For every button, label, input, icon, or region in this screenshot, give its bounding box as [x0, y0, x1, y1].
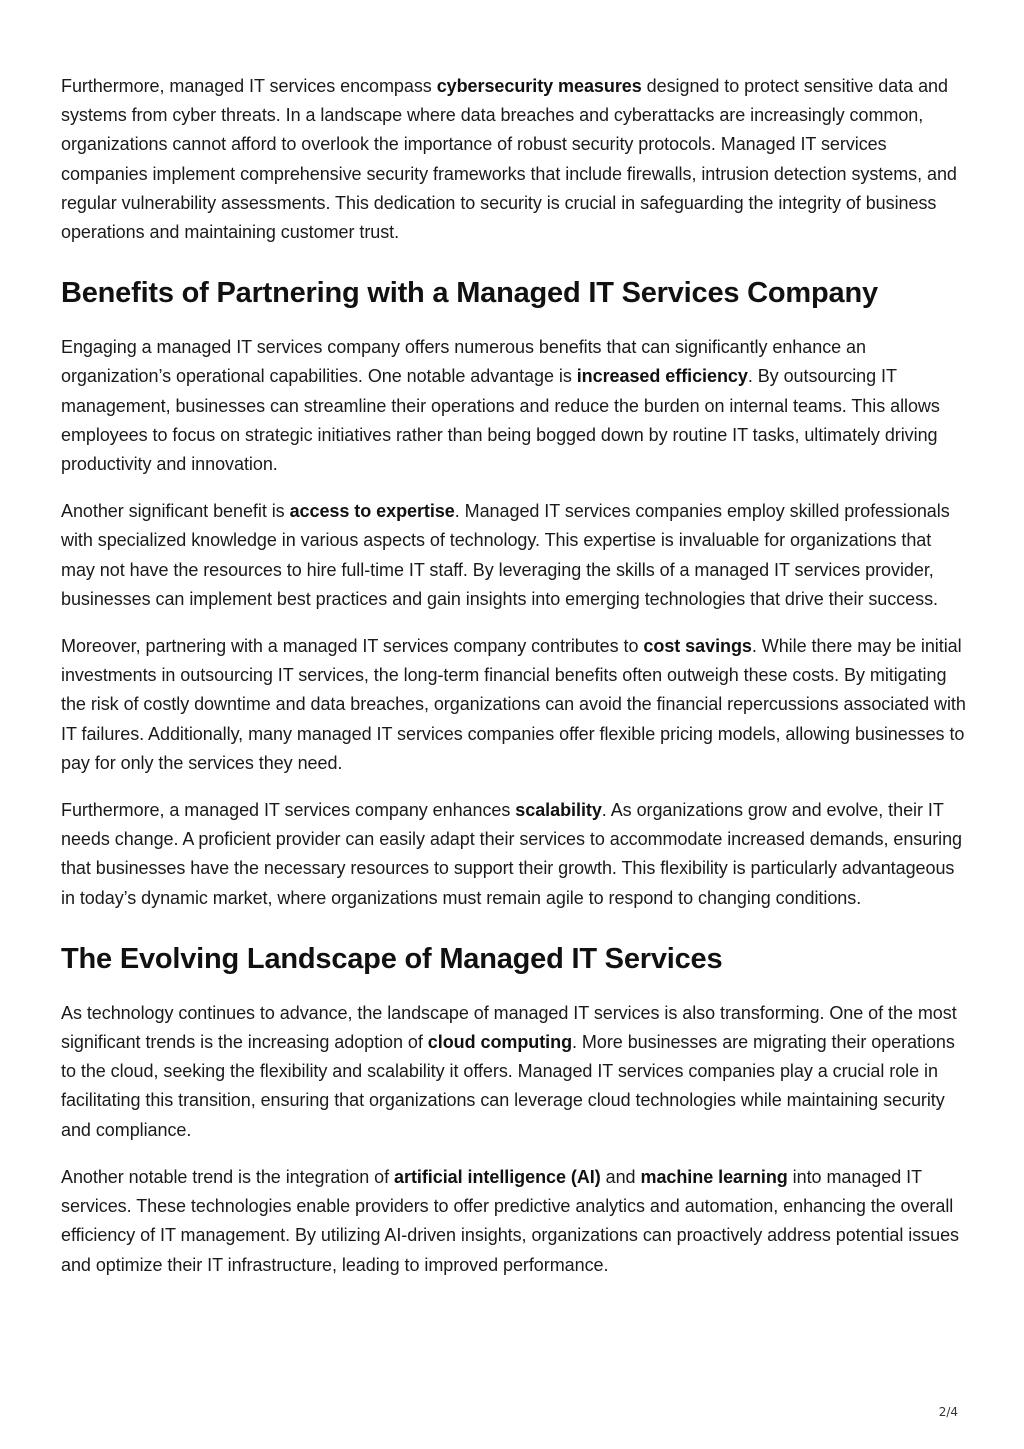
text-run: Furthermore, a managed IT services company enhances [61, 800, 516, 821]
text-run: Engaging a managed IT services company offers numerous benefits that can significantly enhance an organization’s operational capabilities. One notable advantage is [61, 337, 866, 387]
paragraph-access-to-expertise [61, 497, 966, 614]
page-number: 2/4 [938, 1405, 958, 1419]
paragraph-cybersecurity [61, 72, 966, 247]
text-run: . Managed IT services companies employ skilled professionals with specialized knowledge in various aspects of technology. This expertise is invaluable for organizations that may not have the resources to hire full-time IT staff. By leveraging the skills of a managed IT services provider, businesses can implement best practices and gain insights into emerging technologies that drive their success. [61, 501, 950, 609]
bold-phrase: cybersecurity measures [436, 76, 642, 96]
text-run: . More businesses are migrating their operations to the cloud, seeking the flexibility and scalability it offers. Managed IT services companies play a crucial role in facilitating this transition, ensuring that organizations can leverage cloud technologies while maintaining security and compliance. [61, 1032, 955, 1140]
text-run: designed to protect sensitive data and systems from cyber threats. In a landscape where data breaches and cyberattacks are increasingly common, organizations cannot afford to overlook the importance of robust security protocols. Managed IT services companies implement comprehensive security frameworks that include firewalls, intrusion detection systems, and regular vulnerability assessments. This dedication to security is crucial in safeguarding the integrity of business operations and maintaining customer trust. [61, 76, 957, 243]
text-run: Another notable trend is the integration of [61, 1166, 395, 1187]
heading-benefits: Benefits of Partnering with a Managed IT Services Company [61, 277, 878, 310]
text-run: Another significant benefit is [61, 501, 290, 522]
text-run: As technology continues to advance, the landscape of managed IT services is also transforming. One of the most significant trends is the increasing adoption of [61, 1002, 957, 1053]
bold-phrase: access to expertise [289, 501, 455, 522]
heading-evolving-landscape: The Evolving Landscape of Managed IT Services [61, 942, 723, 975]
bold-phrase: increased efficiency [576, 366, 748, 387]
paragraph-scalability [61, 796, 966, 913]
document-page [61, 72, 966, 1298]
text-run: . As organizations grow and evolve, their IT needs change. A proficient provider can easily adapt their services to accommodate increased demands, ensuring that businesses have the necessary resources to support their growth. This flexibility is particularly advantageous in today’s dynamic market, where organizations must remain agile to respond to changing conditions. [61, 800, 963, 908]
text-run: Furthermore, managed IT services encompass [61, 76, 437, 96]
text-run: into managed IT services. These technologies enable providers to offer predictive analytics and automation, enhancing the overall efficiency of IT management. By utilizing AI-driven insights, organizations can proactively address potential issues and optimize their IT infrastructure, leading to improved performance. [61, 1166, 960, 1275]
bold-phrase: scalability [515, 800, 602, 821]
text-run: . By outsourcing IT management, businesses can streamline their operations and reduce the burden on internal teams. This allows employees to focus on strategic initiatives rather than being bogged down by routine IT tasks, ultimately driving productivity and innovation. [61, 366, 940, 475]
text-run: Moreover, partnering with a managed IT services company contributes to [61, 636, 644, 657]
text-run: . While there may be initial investments in outsourcing IT services, the long-term financial benefits often outweigh these costs. By mitigating the risk of costly downtime and data breaches, organizations can avoid the financial repercussions associated with IT failures. Additionally, many managed IT services companies offer flexible pricing models, allowing businesses to pay for only the services they need. [61, 636, 966, 773]
text-run: and [600, 1166, 641, 1187]
bold-phrase: artificial intelligence (AI) [394, 1166, 601, 1187]
paragraph-cloud-computing [61, 999, 966, 1145]
bold-phrase: machine learning [640, 1166, 788, 1187]
bold-phrase: cost savings [643, 636, 752, 657]
paragraph-ai-ml [61, 1163, 966, 1280]
paragraph-increased-efficiency [61, 333, 966, 479]
paragraph-cost-savings [61, 632, 966, 778]
bold-phrase: cloud computing [427, 1032, 573, 1053]
